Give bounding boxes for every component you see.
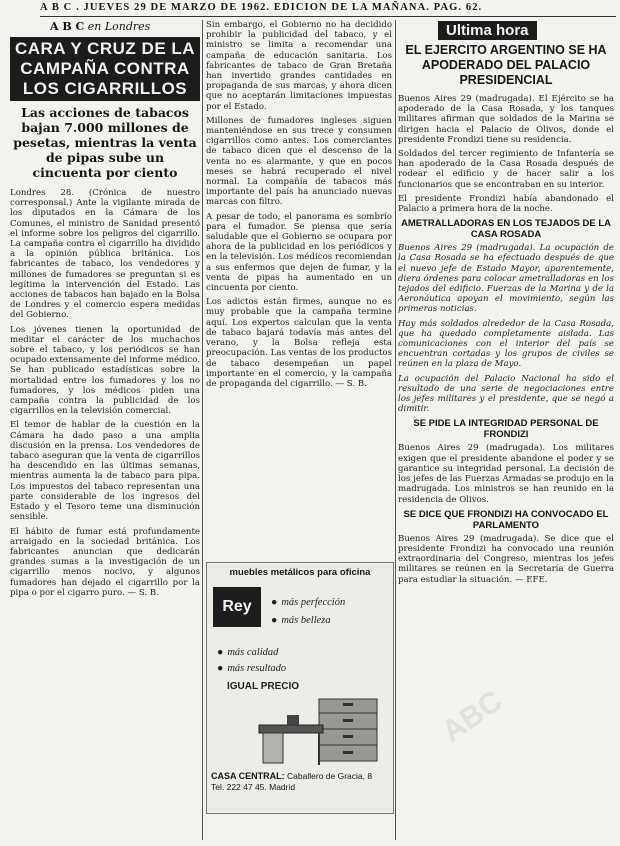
- ad-slogan-line: ● más belleza: [271, 615, 331, 626]
- subheading: SE DICE QUE FRONDIZI HA CONVOCADO EL PARLAMENTO: [403, 508, 609, 531]
- ad-title: muebles metálicos para oficina: [229, 567, 371, 578]
- ad-footer-phone: Tel. 222 47 45. Madrid: [211, 782, 296, 792]
- furniture-advertisement: [206, 562, 394, 814]
- paragraph: Buenos Aires 29 (madrugada). El Ejército se ha apoderado de la Casa Rosada, y los tanques militares afirman que soldados de la Marina se dirigen hacia el Palacio de Olivos, donde el presidente Frondizi tiene su residencia.: [398, 94, 614, 145]
- paragraph: Hay más soldados alrededor de la Casa Rosada, que ha quedado completamente aislada. Las comunicaciones con el interior del país se encuentran cortadas y los grupos de civiles se reúnen en la plaza de Mayo.: [398, 318, 614, 370]
- article-london: [10, 20, 200, 840]
- ad-footer: [211, 771, 387, 793]
- column-rule-1: [202, 20, 203, 840]
- bullet-icon: ●: [217, 647, 224, 658]
- ad-footer-label: CASA CENTRAL:: [211, 771, 285, 781]
- column-rule-2: [395, 20, 396, 840]
- paragraph: El temor de hablar de la cuestión en la Cámara ha dado paso a una amplia discusión en la prensa. Los vendedores de tabaco aseguran que la venta de cigarrillos ha descendido en las últimas semanas, mientras aumenta la de tabaco para pipa. Los impuestos del tabaco representan una parte considerable de los ingresos del Estado y el Tesoro teme una disminución sensible.: [10, 420, 200, 523]
- paragraph: El hábito de fumar está profundamente arraigado en la sociedad británica. Los fabricantes anuncian que dedicarán grandes sumas a la investigación de un cigarrillo menos nocivo, y algunos fumadores han dejado el cigarrillo por la pipa o por el cigarro puro. — S. B.: [10, 526, 200, 598]
- bullet-icon: ●: [271, 597, 278, 608]
- article-argentina: [398, 20, 614, 840]
- bullet-icon: ●: [271, 615, 278, 626]
- paragraph: Los adictos están firmes, aunque no es muy probable que la campaña termine aquí. Los expertos calculan que la venta de tabaco bajará todavía más antes del verano, y la Bolsa refleja esta preocupación. Las ventas de los productos de tabaco desempeñan un papel importante en el comercio, y la campaña de propaganda del cigarrillo. — S. B.: [206, 297, 392, 389]
- paragraph: Londres 28. (Crónica de nuestro corresponsal.) Ante la vigilante mirada de los diputados en la Cámara de los Comunes, el ministro de Sanidad presentó el informe sobre los peligros del cigarrillo. La campaña contra el cigarrillo ha dividido a la opinión pública británica. Los fabricantes de tabaco, los vendedores y millones de fumadores se preguntan si es legítima la intervención del Estado. Las acciones de tabacos han bajado en la Bolsa de Londres y el comercio espera medidas del Gobierno.: [10, 188, 200, 321]
- kicker-prefix: A B C: [50, 20, 85, 33]
- paragraph: Los jóvenes tienen la oportunidad de meditar el carácter de los muchachos sobre el tabaco, y los periódicos se han ocupado extensamente del informe médico. Se han publicado estadísticas sobre la mortalidad entre los fumadores y los no fumadores, y los médicos piden una campaña contra la publicidad de los cigarrillos en la televisión comercial.: [10, 324, 200, 417]
- paragraph: Buenos Aires 29 (madrugada). Los militares exigen que el presidente abandone el poder y se garantice su integridad personal. La decisión de los jefes de las Fuerzas Armadas se produjo en la madrugada. Los ministros se han reunido en la residencia de Olivos.: [398, 443, 614, 505]
- ad-footer-address: Caballero de Gracia, 8: [287, 771, 373, 781]
- subheading: AMETRALLADORAS EN LOS TEJADOS DE LA CASA ROSADA: [400, 218, 612, 241]
- office-furniture-illustration: [257, 695, 389, 769]
- last-hour-banner: Ultima hora: [438, 21, 537, 40]
- article-continuation: [206, 20, 392, 560]
- paragraph: A pesar de todo, el panorama es sombrío para el fumador. Se piensa que sería saludable que el Gobierno se ocupara por ahora de la publicidad en los periódicos y en la televisión. Los médicos recomiendan a sus enfermos que dejen de fumar, y la venta de pipas ha aumentado en un cincuenta por ciento.: [206, 211, 392, 294]
- subheadline: Las acciones de tabacos bajan 7.000 millones de pesetas, mientras la venta de pipas sube un cincuenta por ciento: [13, 105, 197, 180]
- paragraph: El presidente Frondizi había abandonado el Palacio a primera hora de la noche.: [398, 193, 614, 215]
- paragraph: Sin embargo, el Gobierno no ha decidido prohibir la publicidad del tabaco, y el ministro se limita a recomendar una campaña de educación sanitaria. Los fabricantes de tabaco de Gran Bretaña han invertido grandes cantidades en propaganda de sus marcas, y ahora dicen que no aceptarán limitaciones impuestas por el Estado.: [206, 20, 392, 112]
- subheading: SE PIDE LA INTEGRIDAD PERSONAL DE FRONDIZI: [413, 418, 599, 441]
- paragraph: La ocupación del Palacio Nacional ha sido el resultado de una serie de negociaciones entre los jefes militares y el presidente, que se negó a dimitir.: [398, 373, 614, 415]
- paragraph: Millones de fumadores ingleses siguen manteniéndose en sus trece y consumen cigarrillos como antes. Los comerciantes de tabaco dicen que el descenso de la venta no es alarmante, y que en pocos meses se habrá recuperado el nivel normal. La compañía de tabacos más importante del país ha anunciado nuevas marcas con filtro.: [206, 115, 392, 208]
- paragraph: Buenos Aires 29 (madrugada). La ocupación de la Casa Rosada se ha efectuado después de que el nuevo jefe de Estado Mayor, aparentemente, diera órdenes para colocar ametralladoras en los tejados del edificio. Fuerzas de la Marina y de la Aeronáutica apoyan el movimiento, según las primeras noticias.: [398, 243, 614, 315]
- bullet-icon: ●: [217, 663, 224, 674]
- kicker: [10, 20, 200, 33]
- abc-watermark: ABC: [436, 684, 509, 749]
- kicker-place: en Londres: [87, 20, 151, 33]
- ad-slogan-line: ● más resultado: [217, 663, 287, 674]
- headline: CARA Y CRUZ DE LA CAMPAÑA CONTRA LOS CIGARRILLOS: [10, 37, 200, 101]
- page-header: A B C . JUEVES 29 DE MARZO DE 1962. EDICION DE LA MAÑANA. PAG. 62.: [40, 2, 616, 17]
- headline: EL EJERCITO ARGENTINO SE HA APODERADO DEL PALACIO PRESIDENCIAL: [405, 43, 607, 87]
- ad-slogan-line: ● más perfección: [271, 597, 346, 608]
- ad-slogan-line: IGUAL PRECIO: [227, 681, 300, 692]
- paragraph: Buenos Aires 29 (madrugada). Se dice que el presidente Frondizi ha convocado una reunión extraordinaria del Congreso, mientras los jefes militares se reúnen en la Secretaría de Guerra para estudiar la situación. — EFE.: [398, 533, 614, 585]
- ad-brand-logo: Rey: [213, 587, 261, 627]
- paragraph: Soldados del tercer regimiento de Infantería se han apoderado de la Casa Rosada después de rodear el edificio y de hacer salir a los funcionarios que se encontraban en su interior.: [398, 149, 614, 190]
- ad-slogan-line: ● más calidad: [217, 647, 279, 658]
